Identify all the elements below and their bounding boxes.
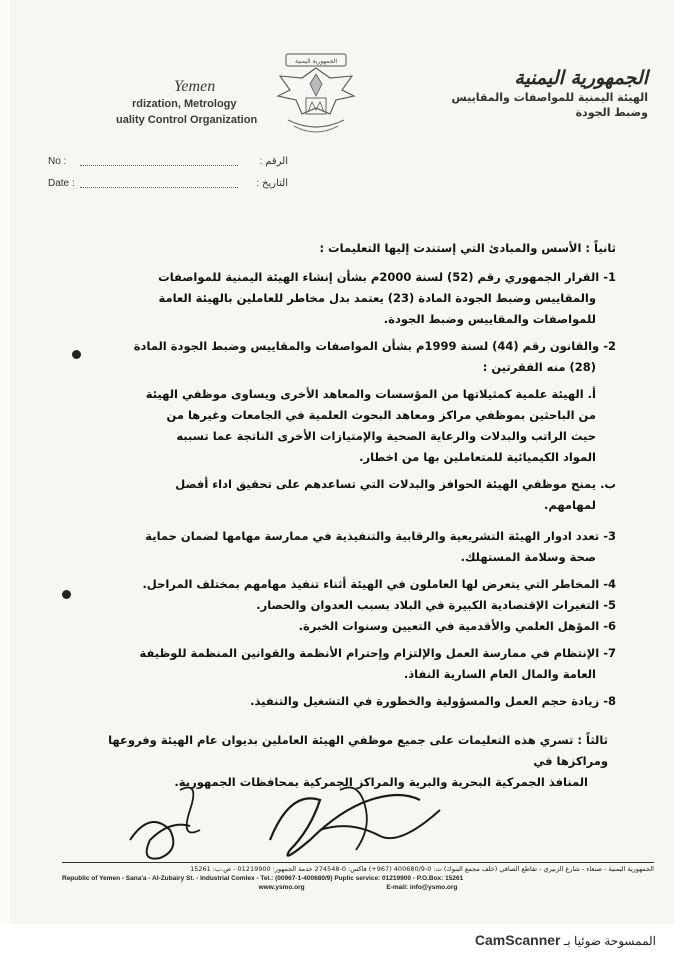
number-label-en: No : <box>48 156 67 167</box>
list-item-1 <box>54 267 616 330</box>
emblem-banner-text: الجمهورية اليمنية <box>294 58 338 65</box>
footer-arabic-address: الجمهورية اليمنية - صنعاء - شارع الزبيري - تقاطع الصافي (خلف مجمع البنوك) ت: 0-400680/9 (967+) فاكس: 0-274548 خدمة الجمهور: 01219900 - ص.ب: 15261 <box>190 865 654 873</box>
sub-item-b <box>54 474 616 516</box>
english-letterhead <box>74 78 264 128</box>
item2-line2: (28) منه الفقرتين : <box>482 360 596 374</box>
date-label-ar: التاريخ : <box>256 178 288 189</box>
english-org-line2: uality Control Organization <box>116 114 258 126</box>
english-title: Yemen <box>174 78 216 95</box>
footer-email: E-mail: info@ysmo.org <box>386 884 458 891</box>
camscanner-watermark <box>475 932 656 948</box>
sub-a-line2: من الباحثين بموظفي مراكز ومعاهد البحوث العلمية في الجامعات وغيرها من <box>166 408 596 422</box>
arabic-letterhead <box>408 66 648 120</box>
arabic-republic-title: الجمهورية اليمنية <box>514 67 648 89</box>
sub-b-line1: ب. يمنح موظفي الهيئة الحوافز والبدلات التي تساعدهم على تحقيق اداء أفضل <box>175 477 616 491</box>
number-dotted-line <box>80 165 238 166</box>
number-label-ar: الرقم : <box>259 156 288 167</box>
letterhead-footer <box>62 862 654 893</box>
item7-line2: العامة والمال العام السارية النفاذ. <box>403 667 596 681</box>
list-item-3 <box>54 526 616 568</box>
section3-line1: ثالثاً : تسري هذه التعليمات على جميع موظفي الهيئة العاملين بديوان عام الهيئة وفروعها ومراكزها في <box>108 733 608 768</box>
list-item-5: 5- التغيرات الإقتصادية الكبيرة في البلاد بسبب العدوان والحصار. <box>256 598 616 612</box>
arabic-org-line2: وضبط الجودة <box>575 106 648 119</box>
yemen-emblem-icon <box>272 50 360 140</box>
footer-english-address: Republic of Yemen - Sana'a - Al-Zubairy St. - Industrial Comlex - Tel.: (00967-1-400680/9) Puplic service: 01219900 - P.O.Box: 15261 <box>62 875 464 882</box>
signature-icon <box>120 770 460 870</box>
date-label-en: Date : <box>48 178 75 189</box>
letter-body <box>54 238 616 793</box>
list-item-6: 6- المؤهل العلمي والأقدمية في التعيين وسنوات الخبرة. <box>298 619 616 633</box>
item3-line2: صحة وسلامة المستهلك. <box>460 550 596 564</box>
list-item-4: 4- المخاطر التي يتعرض لها العاملون في الهيئة أثناء تنفيذ مهامهم بمختلف المراحل. <box>142 577 616 591</box>
sub-a-line3: حيث الراتب والبدلات والرعاية الصحية والإمتيازات الأخرى الناتجة عما تسببه <box>176 429 596 443</box>
footer-website: www.ysmo.org <box>258 884 305 891</box>
item2-line1: 2- والقانون رقم (44) لسنة 1999م بشأن المواصفات والمقاييس وضبط الجودة المادة <box>133 339 616 353</box>
sub-a-line1: أ. الهيئة علمية كمثيلاتها من المؤسسات والمعاهد الأخرى ويساوى موظفي الهيئة <box>145 387 596 401</box>
section3-line2: المنافذ الجمركية البحرية والبرية والمراكز الجمركية بمحافظات الجمهورية. <box>174 775 588 789</box>
sub-a-line4: المواد الكيميائية للمتعاملين بها من اخطار. <box>359 450 596 464</box>
item1-line2: والمقاييس وضبط الجودة المادة (23) يعتمد بدل مخاطر للعاملين بالهيئة العامة <box>158 291 596 305</box>
item3-line1: 3- تعدد ادوار الهيئة التشريعية والرقابية والتنفيذية في ممارسة مهامها لضمان حماية <box>145 529 616 543</box>
number-field <box>48 156 288 172</box>
footer-rule <box>62 862 654 863</box>
item1-line1: 1- القرار الجمهوري رقم (52) لسنة 2000م بشأن إنشاء الهيئة اليمنية للمواصفات <box>158 270 616 284</box>
item7-line1: 7- الإنتظام في ممارسة العمل والإلتزام وإحترام الأنظمة والقوانين المنظمة للوظيفة <box>139 646 616 660</box>
list-item-8: 8- زيادة حجم العمل والمسؤولية والخطورة في التشغيل والتنفيذ. <box>250 694 616 708</box>
sub-b-line2: لمهامهم. <box>543 498 596 512</box>
sub-item-a <box>54 384 616 468</box>
footer-contact <box>62 883 654 893</box>
list-item-2 <box>54 336 616 378</box>
watermark-prefix: الممسوحة ضوئيا بـ <box>563 934 656 948</box>
punch-hole-mark-2 <box>62 590 71 599</box>
english-org-line1: rdization, Metrology <box>132 98 237 110</box>
item1-line3: للمواصفات والمقاييس وضبط الجودة. <box>383 312 596 326</box>
list-item-7 <box>54 643 616 685</box>
watermark-brand: CamScanner <box>474 932 561 948</box>
punch-hole-mark-1 <box>72 350 81 359</box>
date-dotted-line <box>80 187 238 188</box>
arabic-org-line1: الهيئة اليمنية للمواصفات والمقاييس <box>451 91 648 104</box>
date-field <box>48 178 288 194</box>
section2-heading: ثانياً : الأسس والمبادئ التي إستندت إليها التعليمات : <box>319 241 616 255</box>
